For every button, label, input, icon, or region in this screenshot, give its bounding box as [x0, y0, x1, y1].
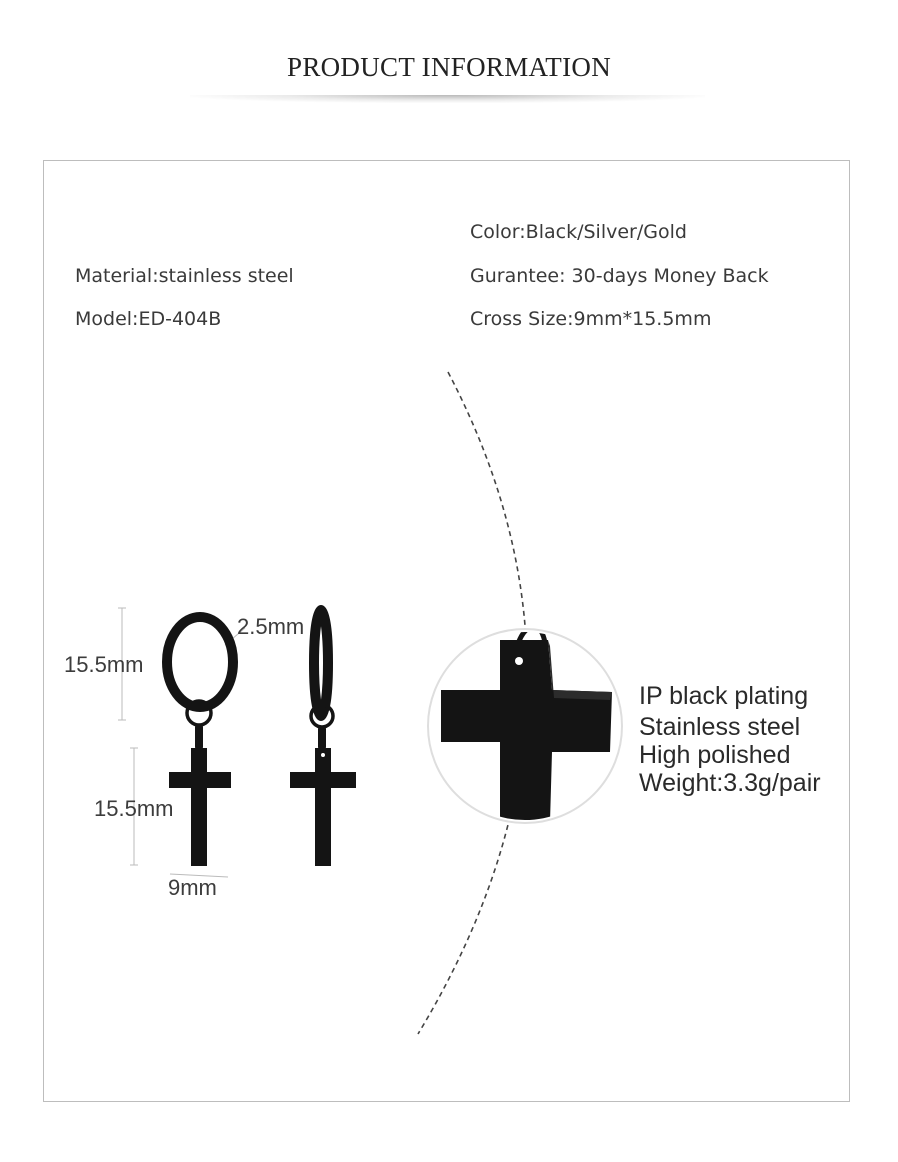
- spec-material: Material:stainless steel: [75, 265, 294, 287]
- spec-color: Color:Black/Silver/Gold: [470, 221, 687, 243]
- hoop-thickness-label: 2.5mm: [237, 614, 305, 639]
- hoop-height-label: 15.5mm: [64, 652, 144, 677]
- cross-height-label: 15.5mm: [94, 796, 174, 821]
- feature-item: Stainless steel: [639, 713, 801, 741]
- earring-front: [167, 617, 233, 866]
- feature-item: High polished: [639, 741, 791, 769]
- cross-width-label: 9mm: [168, 875, 217, 900]
- spec-cross-size: Cross Size:9mm*15.5mm: [470, 308, 712, 330]
- page-title: PRODUCT INFORMATION: [287, 52, 611, 82]
- zoom-detail-circle: [428, 626, 622, 823]
- feature-item: IP black plating: [639, 682, 809, 710]
- spec-model: Model:ED-404B: [75, 308, 222, 330]
- spec-guarantee: Gurantee: 30-days Money Back: [470, 265, 769, 287]
- feature-item: Weight:3.3g/pair: [639, 769, 821, 797]
- earring-side: [290, 610, 356, 866]
